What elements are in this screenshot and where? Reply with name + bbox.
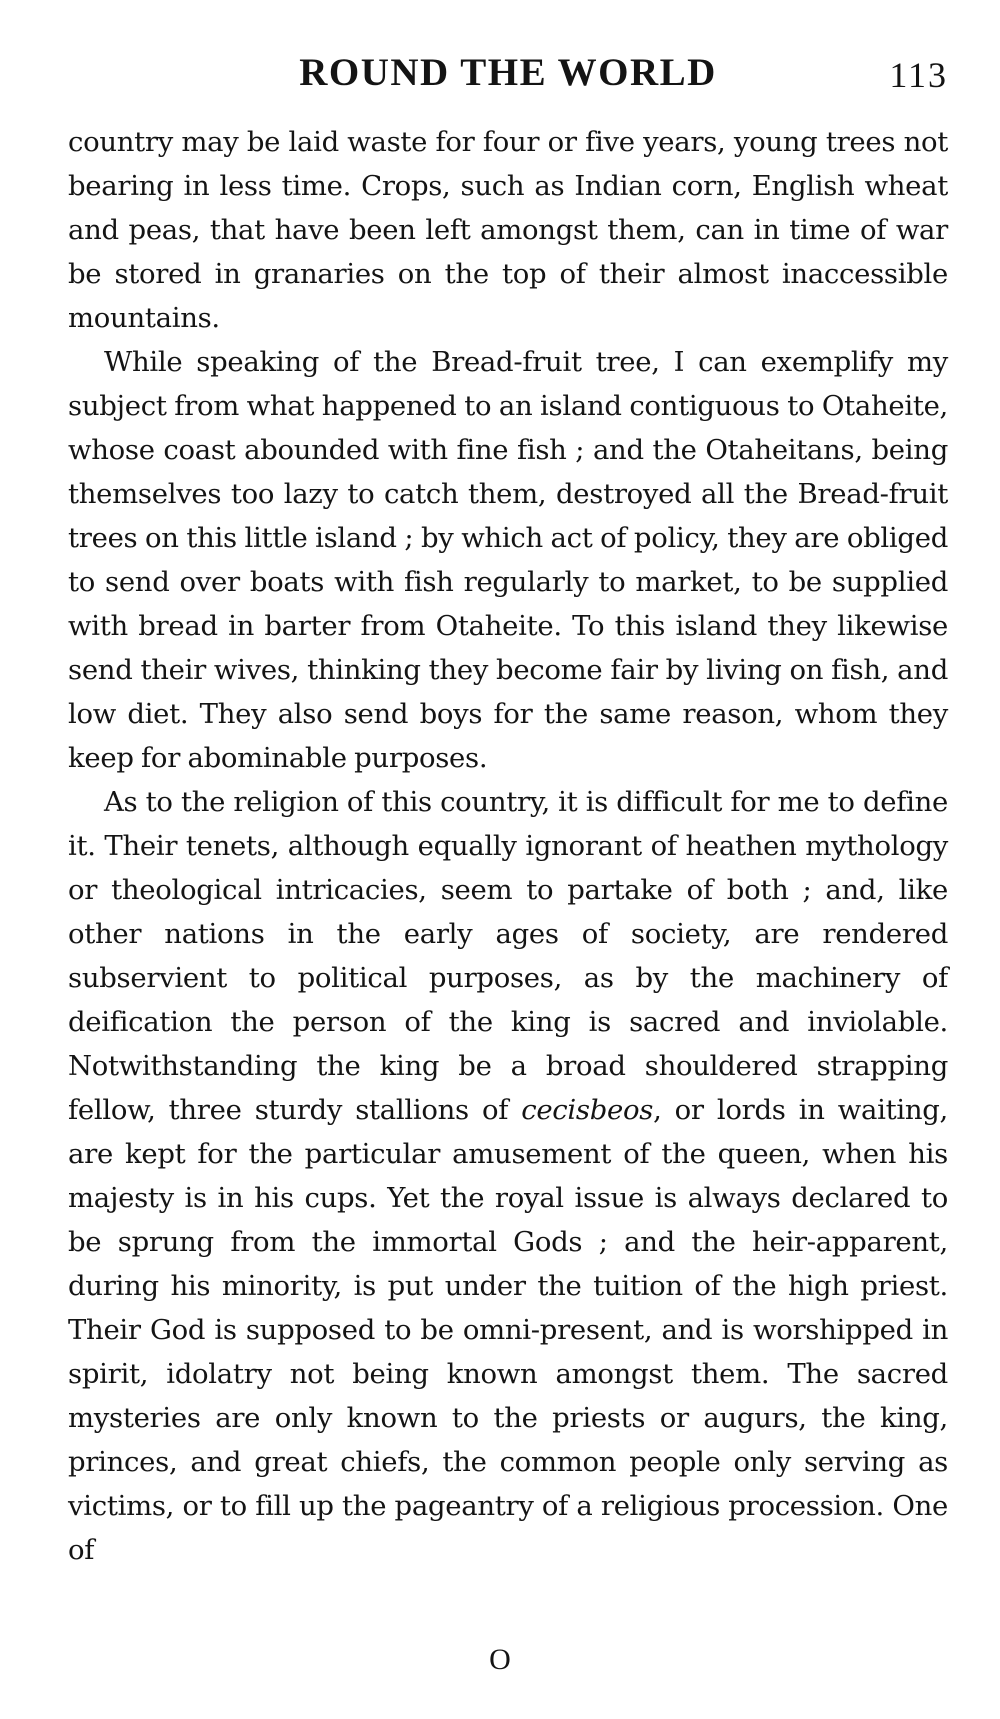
page-number: 113 [889, 55, 948, 95]
running-title: ROUND THE WORLD [299, 51, 717, 94]
paragraph-3-text-end: , or lords in waiting, are kept for the particular amusement of the queen, when his majesty is in his cups. Yet the royal issue is always declared to be sprung from the immortal Gods ; and the heir-apparent, during his minority, is put under the tuition of the high priest. Their God is supposed to be omni-present, and is worshipped in spirit, idolatry not being known amongst them. The sacred mysteries are only known to the priests or augurs, the king, princes, and great chiefs, the common people only serving as victims, or to fill up the pageantry of a religious procession. One of [68, 1094, 948, 1566]
paragraph-3 [68, 780, 948, 1572]
paragraph-3-text-start: As to the religion of this country, it is difficult for me to define it. Their tenets, although equally ignorant of heathen mythology or theological intricacies, seem to partake of both ; and, like other nations in the early ages of society, are rendered subservient to political purposes, as by the machinery of deification the person of the king is sacred and inviolable. Notwithstanding the king be a broad shouldered strapping fellow, three sturdy stallions of [68, 786, 948, 1126]
paragraph-2: While speaking of the Bread-fruit tree, I can exemplify my subject from what happened to an island contiguous to Otaheite, whose coast abounded with fine fish ; and the Otaheitans, being themselves too lazy to catch them, destroyed all the Bread-fruit trees on this little island ; by which act of policy, they are obliged to send over boats with fish regularly to market, to be supplied with bread in barter from Otaheite. To this island they likewise send their wives, thinking they become fair by living on fish, and low diet. They also send boys for the same reason, whom they keep for abominable purposes. [68, 346, 948, 774]
running-head [68, 50, 948, 96]
signature-mark: O [489, 1643, 511, 1676]
italic-term: cecisbeos [521, 1094, 654, 1126]
paragraph-1: country may be laid waste for four or five years, young trees not bearing in less time. Crops, such as Indian corn, English wheat and peas, that have been left amongst them, can in time of war be stored in granaries on the top of their almost inaccessible mountains. [68, 126, 948, 334]
body-text [68, 120, 948, 1572]
